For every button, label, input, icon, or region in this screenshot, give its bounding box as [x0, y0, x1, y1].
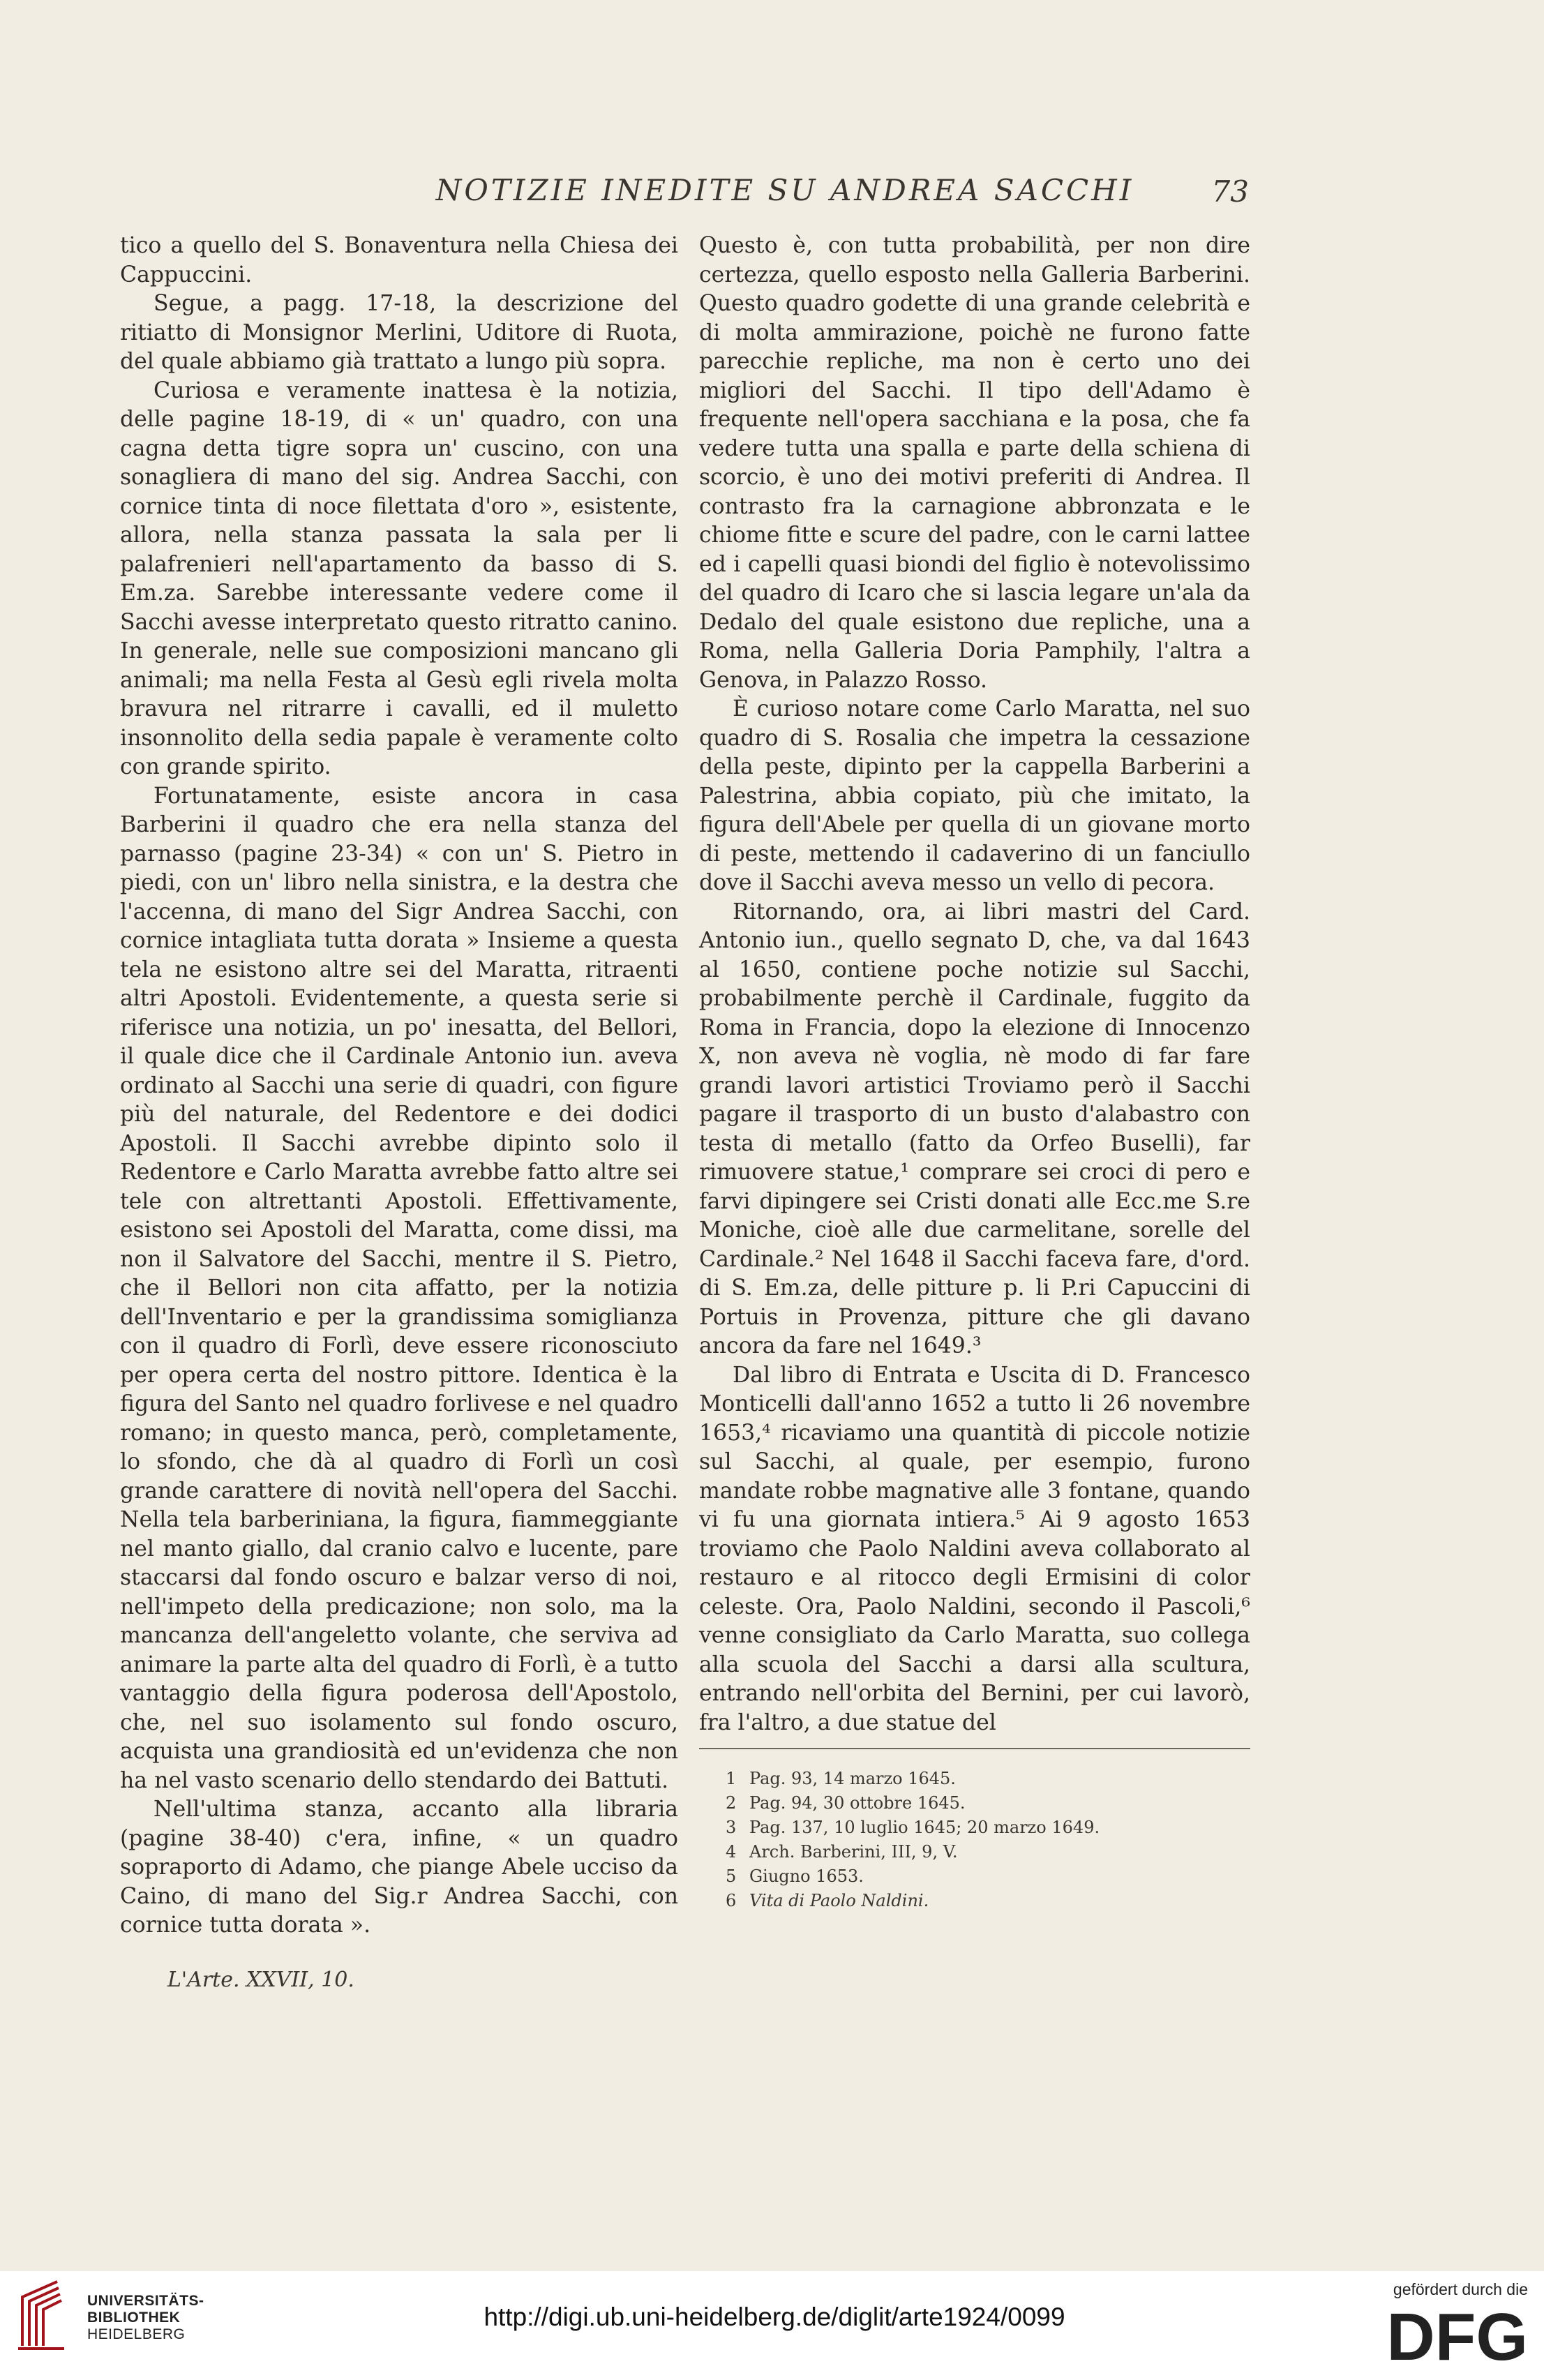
footnote: 5 Giugno 1653.: [726, 1866, 864, 1886]
svg-text:DFG: DFG: [1386, 2301, 1528, 2365]
footnote: 2 Pag. 94, 30 ottobre 1645.: [726, 1793, 966, 1813]
right-column: [699, 232, 1250, 1737]
funded-by-label: gefördert durch die: [1393, 2280, 1528, 2298]
paragraph: Fortunatamente, esiste ancora in casa Barberini il quadro che era nella stanza del parnasso (pagine 23-34) « con un' S. Pietro in piedi, con un' libro nella sinistra, e la destra che l'accenna, di mano del Sigr Andrea Sacchi, con cornice intagliata tutta dorata » Insieme a questa tela ne esistono altre sei del Maratta, ritraenti altri Apostoli. Evidentemente, a questa serie si riferisce una notizia, un po' inesatta, del Bellori, il quale dice che il Cardinale Antonio iun. aveva ordinato al Sacchi una serie di quadri, con figure più del naturale, del Redentore e dei dodici Apostoli. Il Sacchi avrebbe dipinto solo il Redentore e Carlo Maratta avrebbe fatto altre sei tele con altrettanti Apostoli. Effettivamente, esistono sei Apostoli del Maratta, come dissi, ma non il Salvatore del Sacchi, mentre il S. Pietro, che il Bellori non cita affatto, per la notizia dell'Inventario e per la grandissima somiglianza con il quadro di Forlì, deve essere riconosciuto per opera certa del nostro pittore. Identica è la figura del Santo nel quadro forlivese e nel quadro romano; in questo manca, però, completamente, lo sfondo, che dà al quadro di Forlì un così grande carattere di novità nell'opera del Sacchi. Nella tela barberiniana, la figura, fiammeggiante nel manto giallo, dal cranio calvo e lucente, pare staccarsi dal fondo oscuro e balzar verso di noi, nell'impeto della predicazione; non solo, ma la mancanza dell'angeletto volante, che serviva ad animare la parte alta del quadro di Forlì, è a tutto vantaggio della figura poderosa dell'Apostolo, che, nel suo isolamento sul fondo oscuro, acquista una grandiosità ed un'evidenza che non ha nel vasto scenario dello stendardo dei Battuti.: [120, 783, 678, 1793]
source-url-link[interactable]: http://digi.ub.uni-heidelberg.de/diglit/arte1924/0099: [484, 2303, 1065, 2331]
footnote: 3 Pag. 137, 10 luglio 1645; 20 marzo 1649.: [726, 1818, 1100, 1837]
paragraph: Questo è, con tutta probabilità, per non dire certezza, quello esposto nella Galleria Barberini. Questo quadro godette di una grande celebrità e di molta ammirazione, poichè ne furono fatte parecchie repliche, ma non è certo uno dei migliori del Sacchi. Il tipo dell'Adamo è frequente nell'opera sacchiana e la posa, che fa vedere tutta una spalla e parte della schiena di scorcio, è uno dei motivi preferiti di Andrea. Il contrasto fra la carnagione abbronzata e le chiome fitte e scure del padre, con le carni lattee ed i capelli quasi biondi del figlio è notevolissimo del quadro di Icaro che si lascia legare un'ala da Dedalo del quale esistono due repliche, una a Roma, nella Galleria Doria Pamphily, l'altra a Genova, in Palazzo Rosso.: [699, 233, 1250, 693]
running-title: NOTIZIE INEDITE SU ANDREA SACCHI: [435, 173, 1134, 207]
footnote: 6 Vita di Paolo Naldini.: [726, 1891, 929, 1910]
paragraph: Ritornando, ora, ai libri mastri del Card. Antonio iun., quello segnato D, che, va dal 1643 al 1650, contiene poche notizie sul Sacchi, probabilmente perchè il Cardinale, fuggito da Roma in Francia, dopo la elezione di Innocenzo X, non aveva nè voglia, nè modo di far fare grandi lavori artistici Troviamo però il Sacchi pagare il trasporto di un busto d'alabastro con testa di metallo (fatto da Orfeo Buselli), far rimuovere statue,¹ comprare sei croci di pero e farvi dipingere sei Cristi donati alle Ecc.me S.re Moniche, cioè alle due carmelitane, sorelle del Cardinale.² Nel 1648 il Sacchi faceva fare, d'ord. di S. Em.za, delle pitture p. li P.ri Capuccini di Portuis in Provenza, pitture che gli davano ancora da fare nel 1649.³: [699, 899, 1250, 1359]
footnote: 1 Pag. 93, 14 marzo 1645.: [726, 1769, 956, 1788]
footnote: 4 Arch. Barberini, III, 9, V.: [726, 1842, 958, 1862]
paragraph: Segue, a pagg. 17-18, la descrizione del ritiatto di Monsignor Merlini, Uditore di Ruota, del quale abbiamo già trattato a lungo più sopra.: [120, 291, 678, 374]
paragraph: Nell'ultima stanza, accanto alla libraria (pagine 38-40) c'era, infine, « un quadro sopraporto di Adamo, che piange Abele ucciso da Caino, di mano del Sig.r Andrea Sacchi, con cornice tutta dorata ».: [120, 1797, 678, 1938]
footnotes: [726, 1767, 1249, 1913]
paragraph: tico a quello del S. Bonaventura nella Chiesa dei Cappuccini.: [120, 233, 678, 287]
library-name: UNIVERSITÄTS- BIBLIOTHEK HEIDELBERG: [87, 2293, 204, 2342]
dfg-logo-icon: [1341, 2301, 1529, 2365]
paragraph: Dal libro di Entrata e Uscita di D. Francesco Monticelli dall'anno 1652 a tutto li 26 novembre 1653,⁴ ricaviamo una quantità di piccole notizie sul Sacchi, al quale, per esempio, furono mandate robbe magnative alle 3 fontane, quando vi fu una giornata intiera.⁵ Ai 9 agosto 1653 troviamo che Paolo Naldini aveva collaborato al restauro e al ritocco degli Ermisini di color celeste. Ora, Paolo Naldini, secondo il Pascoli,⁶ venne consigliato da Carlo Maratta, suo collega alla scuola del Sacchi a darsi alla scultura, entrando nell'orbita del Bernini, per cui lavorò, fra l'altro, a due statue del: [699, 1362, 1250, 1735]
paragraph: Curiosa e veramente inattesa è la notizia, delle pagine 18-19, di « un' quadro, con una cagna detta tigre sopra un' cuscino, con una sonagliera di mano del sig. Andrea Sacchi, con cornice tinta di noce filettata d'oro », esistente, allora, nella stanza passata la sala per li palafrenieri nell'apartamento da basso di S. Em.za. Sarebbe interessante vedere come il Sacchi avesse interpretato questo ritratto canino. In generale, nelle sue composizioni mancano gli animali; ma nella Festa al Gesù egli rivela molta bravura nel ritrarre i cavalli, ed il muletto insonnolito della sedia papale è veramente colto con grande spirito.: [120, 377, 678, 779]
journal-signature: L'Arte. XXVII, 10.: [167, 1968, 354, 1992]
paragraph: È curioso notare come Carlo Maratta, nel suo quadro di S. Rosalia che impetra la cessazione della peste, dipinto per la cappella Barberini a Palestrina, abbia copiato, più che imitato, la figura dell'Abele per quella di un giovane morto di peste, mettendo il cadaverino di un fanciullo dove il Sacchi aveva messo un vello di pecora.: [699, 696, 1250, 895]
library-logo-icon: [15, 2276, 75, 2353]
footnote-divider: [699, 1748, 1250, 1749]
left-column: [120, 232, 678, 1940]
page-number: 73: [1211, 174, 1249, 209]
